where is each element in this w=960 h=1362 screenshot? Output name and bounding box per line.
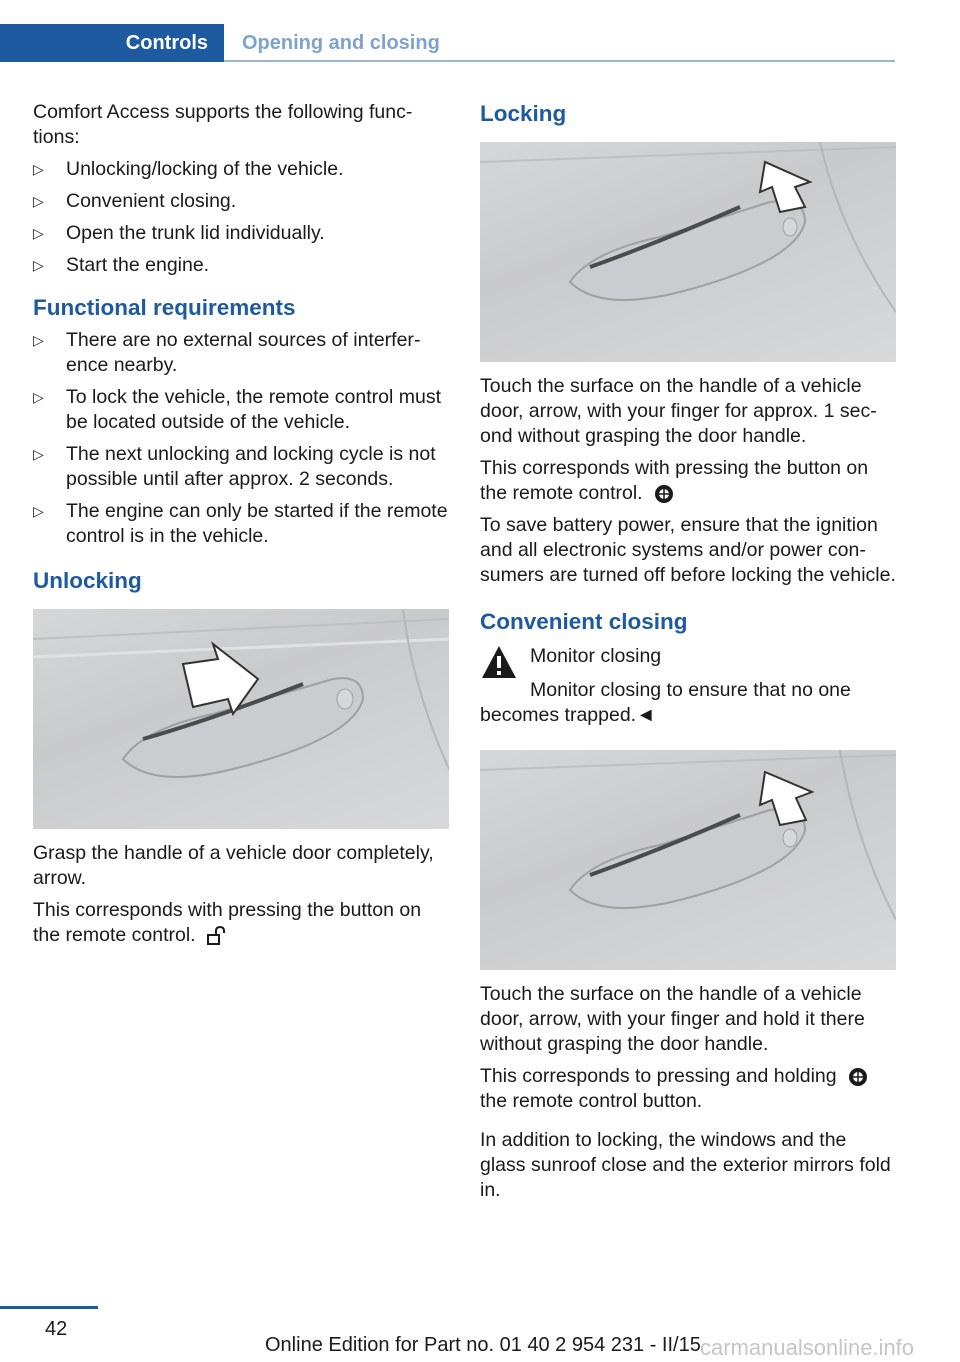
watermark: carmanualsonline.info xyxy=(700,1335,915,1360)
warning-text: Monitor closing to ensure that no one becomes trapped.◄ xyxy=(480,679,851,726)
footer-divider xyxy=(0,1306,98,1309)
lock-text-2: This corresponds with pressing the button on the remote control. xyxy=(480,457,869,504)
list-item: ▷ Start the engine. xyxy=(33,254,210,276)
bullet-triangle-icon: ▷ xyxy=(33,161,44,177)
door-handle-closing-image xyxy=(480,750,896,970)
bullet-triangle-icon: ▷ xyxy=(33,257,44,273)
bullet-triangle-icon: ▷ xyxy=(33,389,44,405)
unlock-text-2: This corresponds with pressing the button on the remote control. xyxy=(33,899,422,946)
intro-text: Comfort Access supports the following functions: xyxy=(33,101,413,148)
closing-text-2: This corresponds to pressing and holding the remote control button. xyxy=(480,1064,896,1114)
lock-text-3: To save battery power, ensure that the ignition and all electronic systems and/or power consumers are turned off before locking the vehicle. xyxy=(480,514,896,586)
list-item: ▷ To lock the vehicle, the remote control must be located outside of the vehicle. xyxy=(33,386,442,433)
requirements-list xyxy=(33,328,449,549)
page-header xyxy=(0,24,895,62)
door-handle-lock-image xyxy=(480,142,896,362)
closing-text-1: Touch the surface on the handle of a vehicle door, arrow, with your finger and hold it there without grasping the door handle. xyxy=(480,983,865,1055)
list-item: ▷ Convenient closing. xyxy=(33,190,237,212)
warning-icon xyxy=(480,644,518,680)
door-handle-unlock-image xyxy=(33,609,449,829)
section-heading-functional-requirements: Functional requirements xyxy=(33,295,296,320)
section-heading-locking: Locking xyxy=(480,101,567,126)
header-divider xyxy=(224,60,895,62)
bullet-triangle-icon: ▷ xyxy=(33,193,44,209)
lock-text-1: Touch the surface on the handle of a vehicle door, arrow, with your finger for approx. 1 second without grasping the door handle. xyxy=(480,375,877,447)
right-column xyxy=(480,100,896,1210)
bullet-triangle-icon: ▷ xyxy=(33,225,44,241)
warning-title: Monitor closing xyxy=(530,645,662,667)
list-item: ▷ Unlocking/locking of the vehicle. xyxy=(33,158,344,180)
list-item: ▷ The engine can only be started if the remote control is in the vehicle. xyxy=(33,500,448,547)
list-item: ▷ Open the trunk lid individually. xyxy=(33,222,325,244)
tab-opening-and-closing[interactable]: Opening and closing xyxy=(242,31,440,54)
warning-block xyxy=(480,644,896,728)
bullet-triangle-icon: ▷ xyxy=(33,332,44,348)
edition-text: Online Edition for Part no. 01 40 2 954 231 - II/15 xyxy=(265,1334,701,1356)
lock-button-icon xyxy=(847,1066,869,1088)
tab-controls[interactable]: Controls xyxy=(0,24,224,62)
bullet-triangle-icon: ▷ xyxy=(33,503,44,519)
list-item: ▷ There are no external sources of interference nearby. xyxy=(33,329,421,376)
page-number: 42 xyxy=(45,1318,68,1340)
section-heading-convenient-closing: Convenient closing xyxy=(480,609,688,634)
unlock-icon xyxy=(206,925,228,947)
unlock-text-1: Grasp the handle of a vehicle door completely, arrow. xyxy=(33,842,434,889)
section-heading-unlocking: Unlocking xyxy=(33,568,142,593)
left-column xyxy=(33,100,449,955)
bullet-triangle-icon: ▷ xyxy=(33,446,44,462)
list-item: ▷ The next unlocking and locking cycle is not possible until after approx. 2 seconds. xyxy=(33,443,436,490)
feature-list xyxy=(33,157,449,278)
lock-button-icon xyxy=(653,483,675,505)
closing-text-3: In addition to locking, the windows and the glass sunroof close and the exterior mirrors fold in. xyxy=(480,1129,891,1201)
